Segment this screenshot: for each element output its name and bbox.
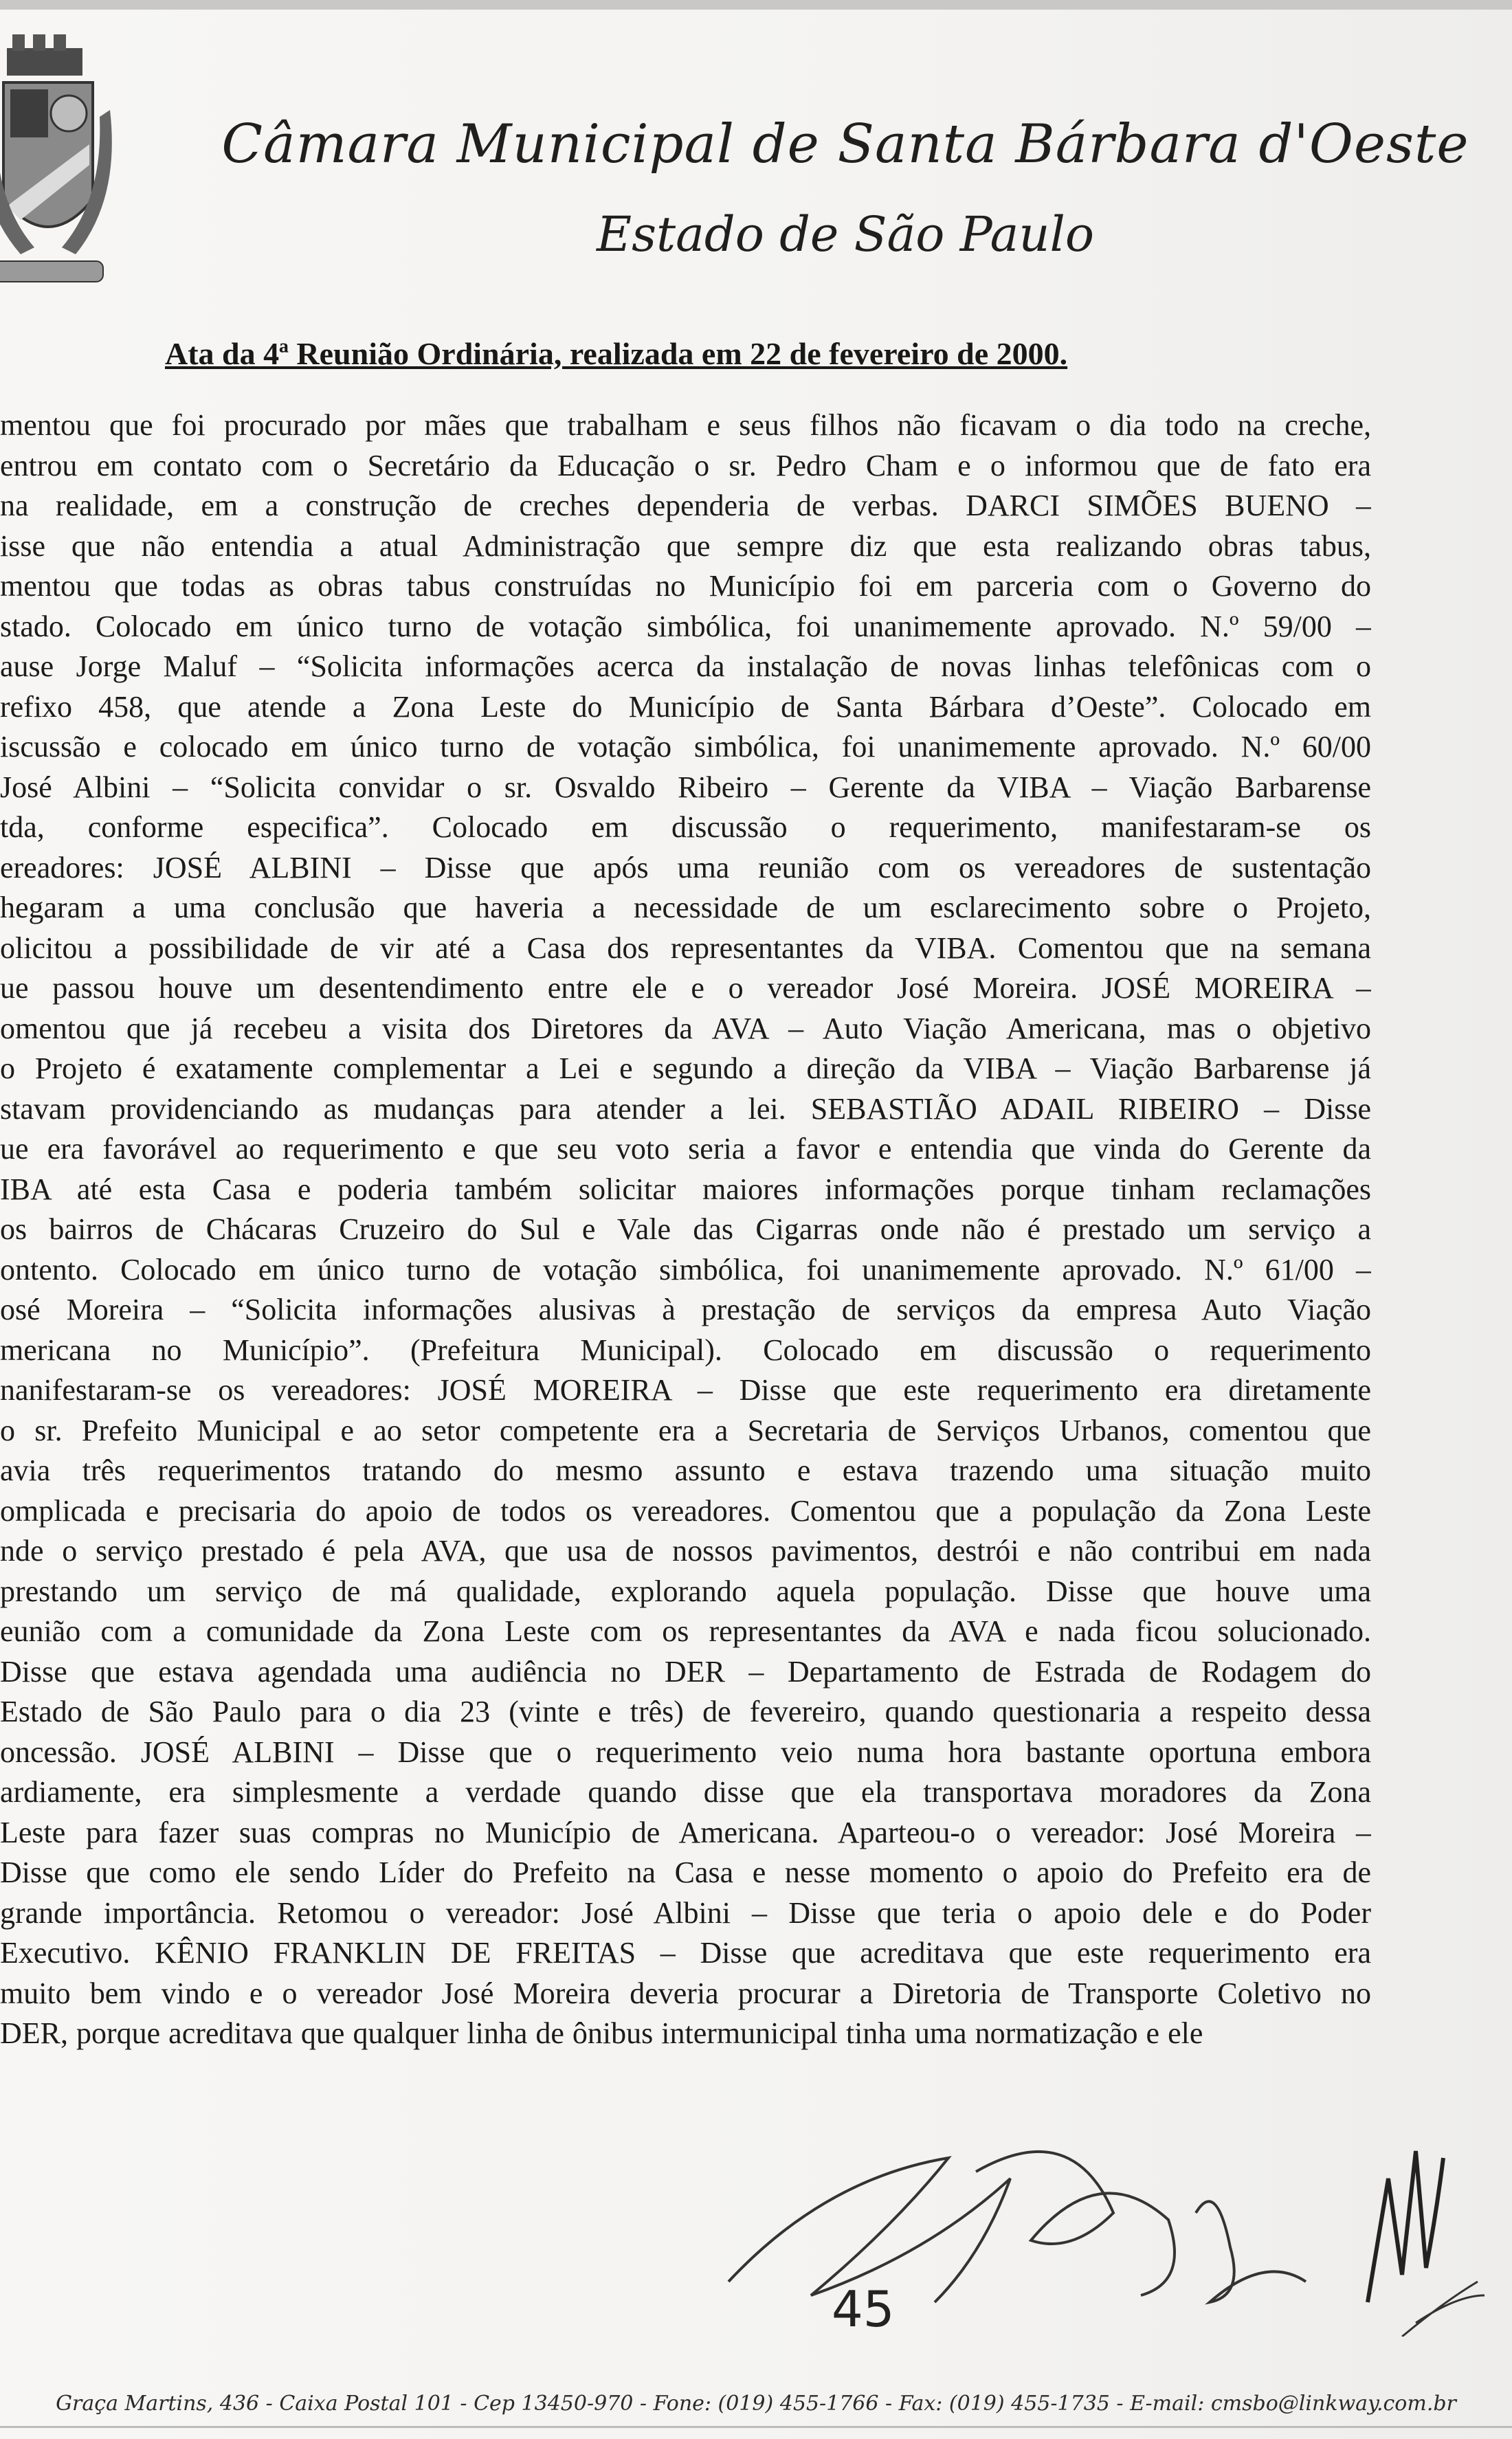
body-line: stavam providenciando as mudanças para atender a lei. SEBASTIÃO ADAIL RIBEIRO – Disse xyxy=(0,1091,1371,1126)
body-line: o sr. Prefeito Municipal e ao setor competente era a Secretaria de Serviços Urbanos, comentou que xyxy=(0,1413,1371,1447)
body-line: muito bem vindo e o vereador José Moreira deveria procurar a Diretoria de Transporte Coletivo no xyxy=(0,1976,1371,2010)
body-line: hegaram a uma conclusão que haveria a necessidade de um esclarecimento sobre o Projeto, xyxy=(0,891,1371,924)
body-line: entrou em contato com o Secretário da Educação o sr. Pedro Cham e o informou que de fato era xyxy=(0,448,1371,482)
body-line: mericana no Município”. (Prefeitura Municipal). Colocado em discussão o requerimento xyxy=(0,1333,1371,1367)
body-line: refixo 458, que atende a Zona Leste do Município de Santa Bárbara d’Oeste”. Colocado em xyxy=(0,689,1371,724)
minutes-body xyxy=(0,405,1371,2054)
body-line: Disse que como ele sendo Líder do Prefeito na Casa e nesse momento o apoio do Prefeito era de xyxy=(0,1856,1371,1889)
body-line: stado. Colocado em único turno de votação simbólica, foi unanimemente aprovado. N.º 59/00 – xyxy=(0,609,1371,643)
body-line: ereadores: JOSÉ ALBINI – Disse que após uma reunião com os vereadores de sustentação xyxy=(0,850,1371,884)
body-line: Estado de São Paulo para o dia 23 (vinte e três) de fevereiro, quando questionaria a respeito dessa xyxy=(0,1695,1371,1728)
body-line: ause Jorge Maluf – “Solicita informações acerca da instalação de novas linhas telefônicas com o xyxy=(0,649,1371,683)
footer-rule xyxy=(0,2426,1512,2428)
top-edge xyxy=(0,0,1512,10)
body-line: o Projeto é exatamente complementar a Lei e segundo a direção da VIBA – Viação Barbarense já xyxy=(0,1051,1371,1085)
body-line: grande importância. Retomou o vereador: José Albini – Disse que teria o apoio dele e do Poder xyxy=(0,1895,1371,1930)
page-number: 45 xyxy=(832,2280,895,2338)
body-line: nanifestaram-se os vereadores: JOSÉ MOREIRA – Disse que este requerimento era diretamente xyxy=(0,1373,1371,1407)
body-line: olicitou a possibilidade de vir até a Casa dos representantes da VIBA. Comentou que na semana xyxy=(0,931,1371,965)
body-line: IBA até esta Casa e poderia também solicitar maiores informações porque tinham reclamações xyxy=(0,1172,1371,1206)
body-line: tda, conforme especifica”. Colocado em discussão o requerimento, manifestaram-se os xyxy=(0,810,1371,844)
signatures-icon xyxy=(687,2075,1498,2337)
municipal-coat-of-arms-icon xyxy=(0,27,117,302)
body-line: José Albini – “Solicita convidar o sr. Osvaldo Ribeiro – Gerente da VIBA – Viação Barbarense xyxy=(0,770,1371,804)
body-line: Disse que estava agendada uma audiência no DER – Departamento de Estrada de Rodagem do xyxy=(0,1654,1371,1689)
chamber-title: Câmara Municipal de Santa Bárbara d'Oeste xyxy=(221,113,1469,175)
body-line: oncessão. JOSÉ ALBINI – Disse que o requerimento veio numa hora bastante oportuna embora xyxy=(0,1735,1371,1769)
body-line: isse que não entendia a atual Administração que sempre diz que esta realizando obras tabus, xyxy=(0,528,1371,563)
body-line: omentou que já recebeu a visita dos Diretores da AVA – Auto Viação Americana, mas o objetivo xyxy=(0,1011,1371,1045)
body-line: nde o serviço prestado é pela AVA, que usa de nossos pavimentos, destrói e não contribui em nada xyxy=(0,1534,1371,1568)
body-line: ue era favorável ao requerimento e que seu voto seria a favor e entendia que vinda do Gerente da xyxy=(0,1132,1371,1166)
body-line: mentou que foi procurado por mães que trabalham e seus filhos não ficavam o dia todo na creche, xyxy=(0,408,1371,442)
body-line: DER, porque acreditava que qualquer linha de ônibus intermunicipal tinha uma normatização e ele xyxy=(0,2016,1203,2050)
body-line: prestando um serviço de má qualidade, explorando aquela população. Disse que houve uma xyxy=(0,1574,1371,1608)
body-line: ontento. Colocado em único turno de votação simbólica, foi unanimemente aprovado. N.º 61/00 – xyxy=(0,1252,1371,1287)
body-line: ardiamente, era simplesmente a verdade quando disse que ela transportava moradores da Zona xyxy=(0,1775,1371,1809)
body-line: omplicada e precisaria do apoio de todos os vereadores. Comentou que a população da Zona Leste xyxy=(0,1493,1371,1528)
footer-contact: Graça Martins, 436 - Caixa Postal 101 - Cep 13450-970 - Fone: (019) 455-1766 - Fax: (019) 455-1735 - E-mail: cmsbo@linkway.com.br xyxy=(56,2392,1456,2416)
body-line: mentou que todas as obras tabus construídas no Município foi em parceria com o Governo do xyxy=(0,569,1371,603)
body-line: osé Moreira – “Solicita informações alusivas à prestação de serviços da empresa Auto Viação xyxy=(0,1293,1371,1326)
body-line: os bairros de Chácaras Cruzeiro do Sul e Vale das Cigarras onde não é prestado um serviço a xyxy=(0,1212,1371,1246)
state-subtitle: Estado de São Paulo xyxy=(597,206,1094,263)
body-line: Leste para fazer suas compras no Município de Americana. Aparteou-o o vereador: José Moreira – xyxy=(0,1815,1371,1849)
body-line: avia três requerimentos tratando do mesmo assunto e estava trazendo uma situação muito xyxy=(0,1454,1371,1487)
body-line: eunião com a comunidade da Zona Leste com os representantes da AVA e nada ficou solucionado. xyxy=(0,1614,1371,1648)
body-line: iscussão e colocado em único turno de votação simbólica, foi unanimemente aprovado. N.º 60/00 xyxy=(0,730,1371,764)
body-line: Executivo. KÊNIO FRANKLIN DE FREITAS – Disse que acreditava que este requerimento era xyxy=(0,1936,1371,1970)
minutes-title: Ata da 4ª Reunião Ordinária, realizada em 22 de fevereiro de 2000. xyxy=(165,336,1068,371)
body-line: na realidade, em a construção de creches dependeria de verbas. DARCI SIMÕES BUENO – xyxy=(0,489,1371,522)
body-line: ue passou houve um desentendimento entre ele e o vereador José Moreira. JOSÉ MOREIRA – xyxy=(0,971,1371,1005)
